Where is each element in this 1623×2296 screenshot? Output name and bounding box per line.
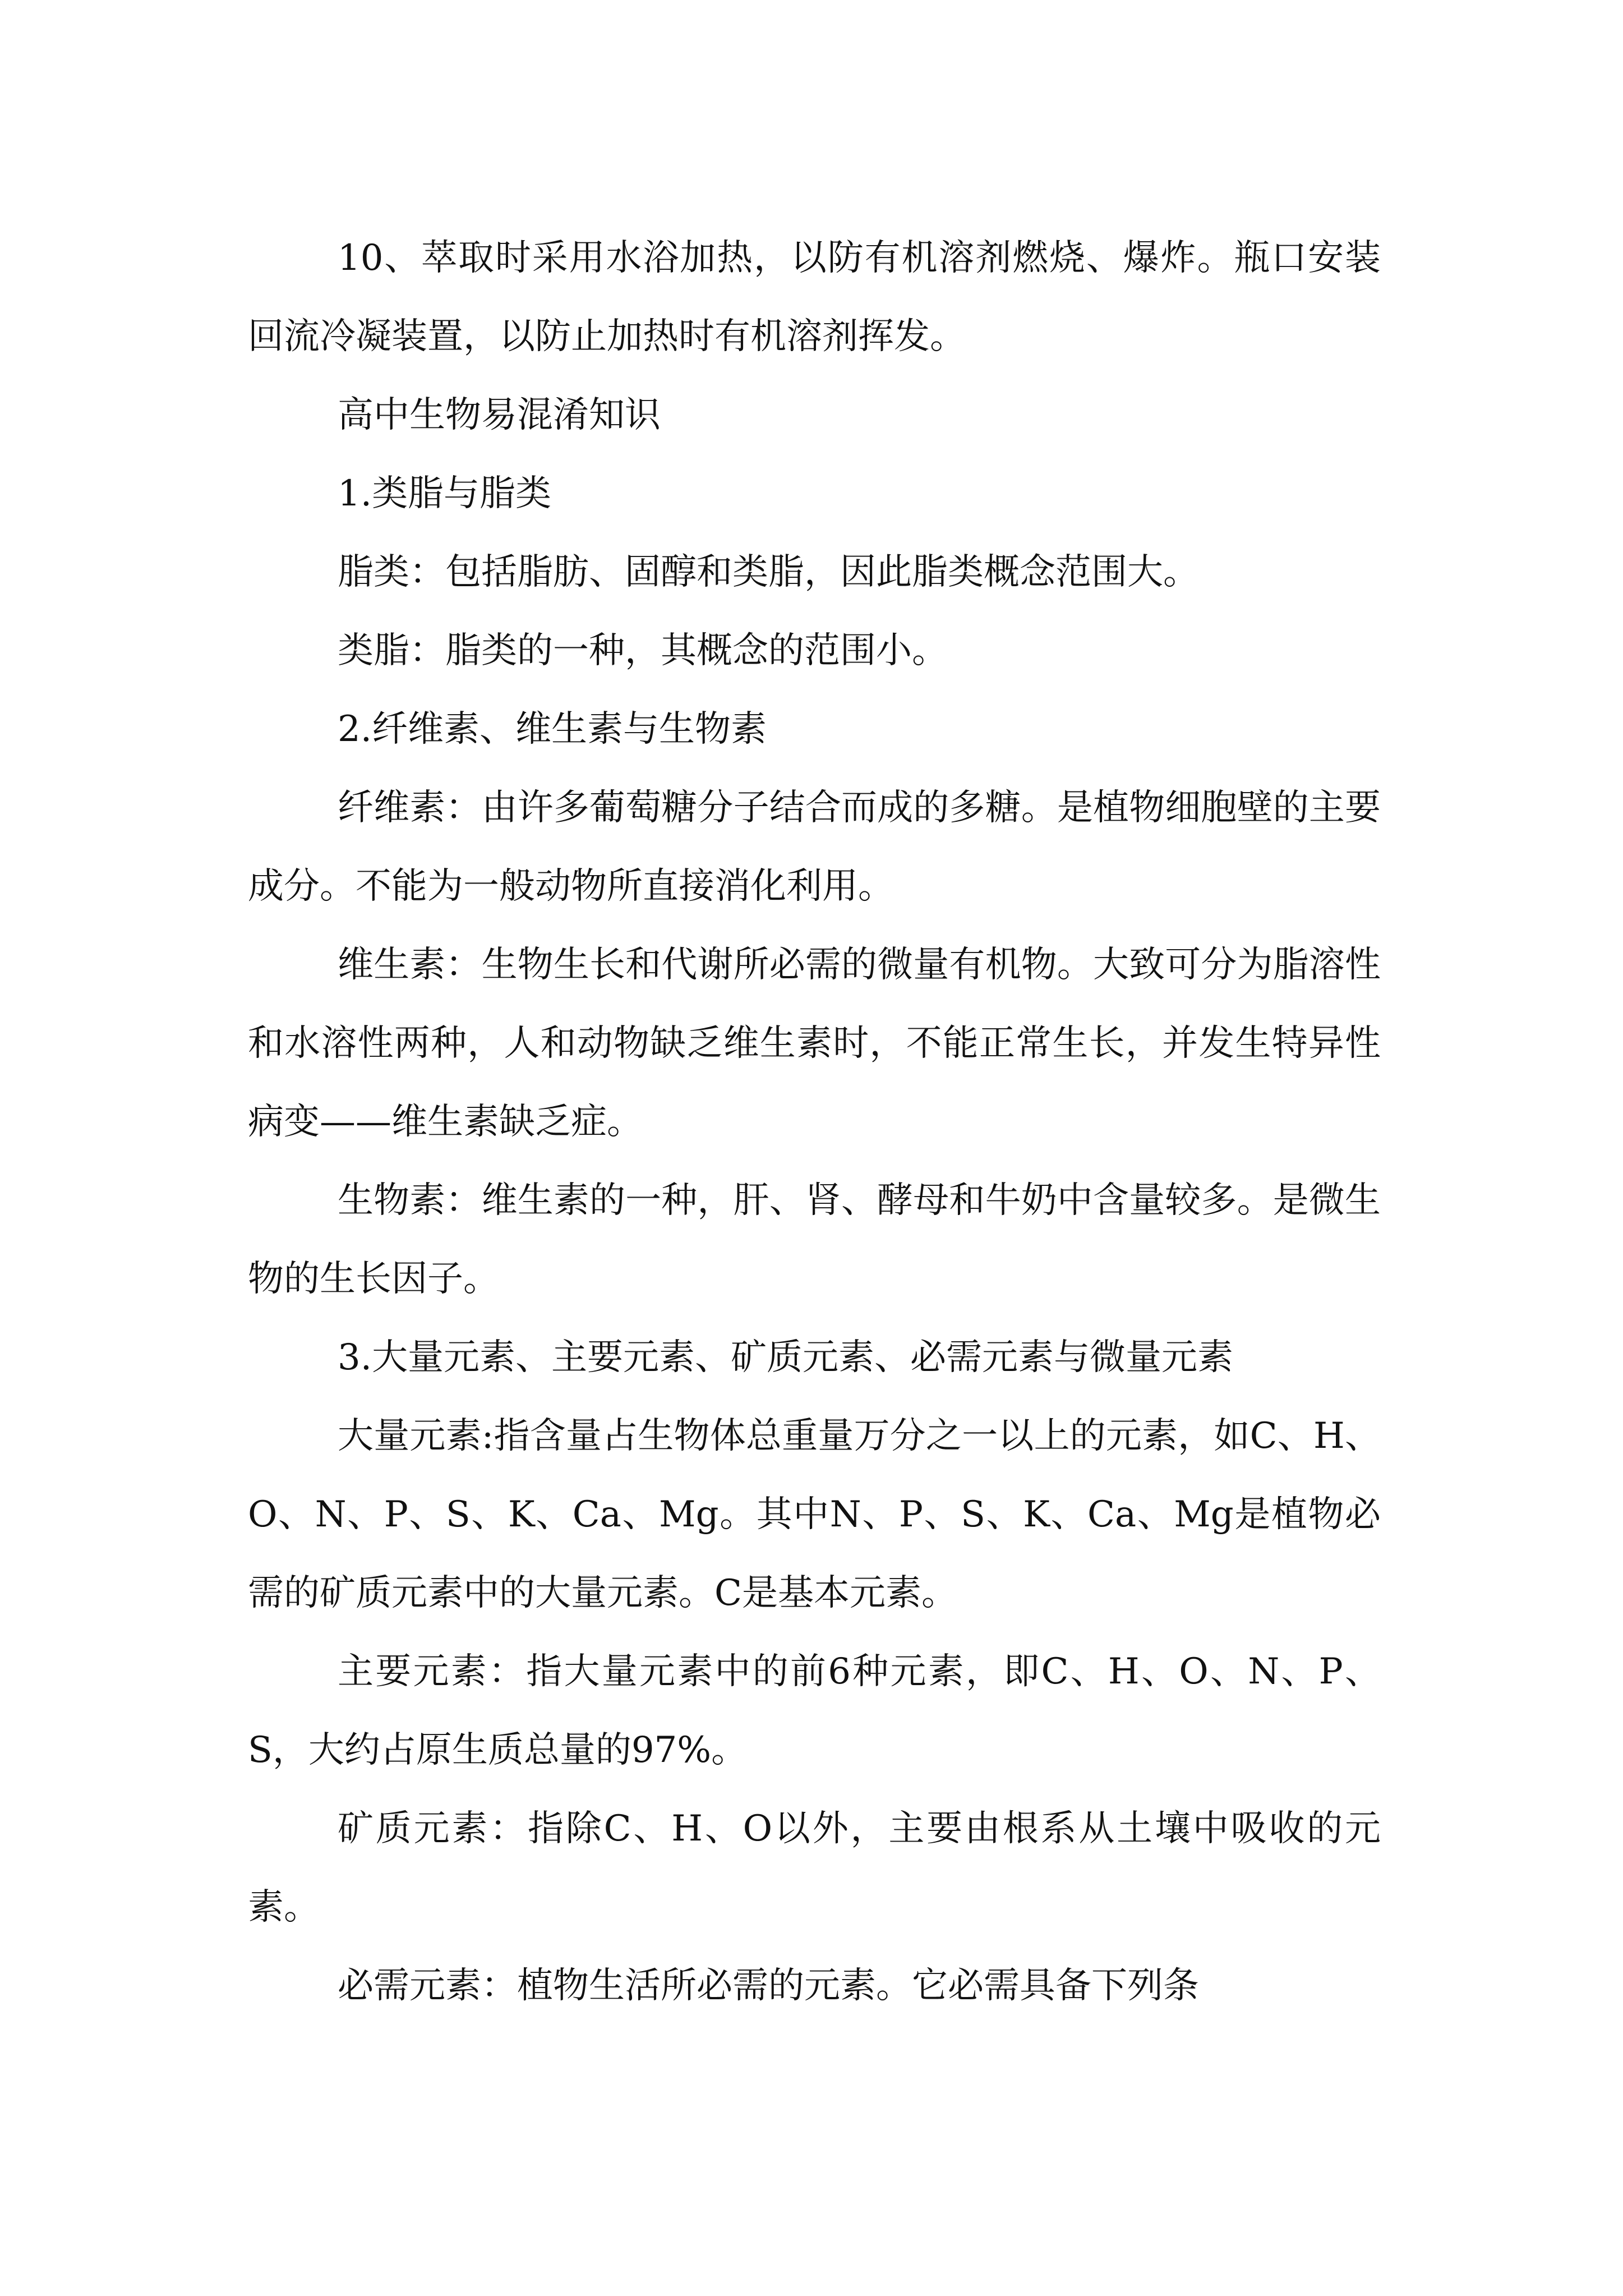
paragraph-macro-elements: 大量元素:指含量占生物体总重量万分之一以上的元素，如C、H、O、N、P、S、K、Ca、Mg。其中N、P、S、K、Ca、Mg是植物必需的矿质元素中的大量元素。C是基本元素。 [248, 1415, 1381, 1614]
paragraph-lipoid-definition: 类脂：脂类的一种，其概念的范围小。 [338, 630, 948, 671]
paragraph-main-elements: 主要元素：指大量元素中的前6种元素，即C、H、O、N、P、S，大约占原生质总量的97%。 [248, 1651, 1381, 1771]
paragraph-lipids-definition: 脂类：包括脂肪、固醇和类脂，因此脂类概念范围大。 [338, 551, 1199, 593]
paragraph-essential-elements: 必需元素：植物生活所必需的元素。它必需具备下列条 [338, 1965, 1199, 2007]
document-page [248, 219, 1381, 2025]
paragraph-mineral-elements: 矿质元素：指除C、H、O以外，主要由根系从土壤中吸收的元素。 [248, 1808, 1381, 1928]
paragraph-extraction-note: 10、萃取时采用水浴加热，以防有机溶剂燃烧、爆炸。瓶口安装回流冷凝装置，以防止加热时有机溶剂挥发。 [248, 237, 1381, 357]
subheading-cellulose-vitamin-biotin: 2.纤维素、维生素与生物素 [338, 708, 767, 750]
paragraph-vitamin: 维生素：生物生长和代谢所必需的微量有机物。大致可分为脂溶性和水溶性两种，人和动物缺乏维生素时，不能正常生长，并发生特异性病变——维生素缺乏症。 [248, 944, 1381, 1143]
paragraph-cellulose: 纤维素：由许多葡萄糖分子结合而成的多糖。是植物细胞壁的主要成分。不能为一般动物所直接消化利用。 [248, 787, 1381, 907]
subheading-elements: 3.大量元素、主要元素、矿质元素、必需元素与微量元素 [338, 1337, 1234, 1378]
subheading-lipids: 1.类脂与脂类 [338, 473, 552, 514]
section-title-confusing-knowledge: 高中生物易混淆知识 [338, 394, 661, 436]
paragraph-biotin: 生物素：维生素的一种，肝、肾、酵母和牛奶中含量较多。是微生物的生长因子。 [248, 1180, 1381, 1300]
